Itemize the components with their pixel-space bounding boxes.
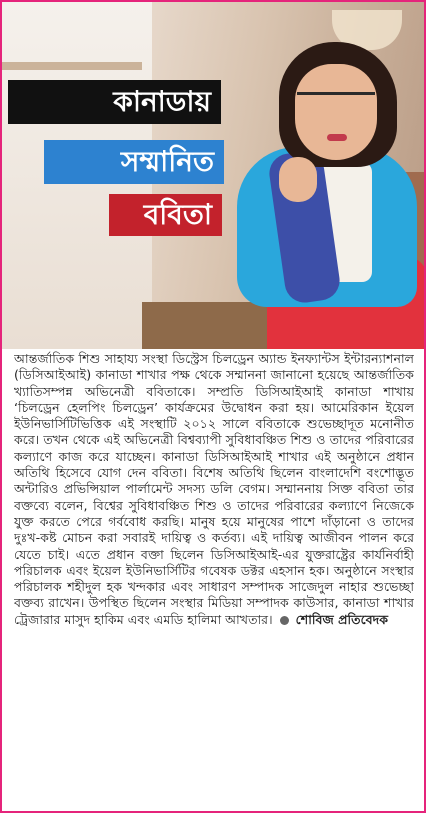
headline-line-1: কানাডায়: [8, 80, 221, 124]
photo-shelf: [2, 62, 142, 70]
article-body: [14, 351, 414, 799]
glasses: [297, 92, 375, 109]
hand: [279, 157, 317, 202]
lips: [327, 134, 347, 141]
actress-figure: [217, 42, 424, 349]
byline: শোবিজ প্রতিবেদক: [295, 611, 389, 627]
headline-line-3: ববিতা: [109, 194, 222, 236]
article-text: আন্তর্জাতিক শিশু সাহায্য সংস্থা ডিস্ট্রেস চিলড্রেন অ্যান্ড ইনফ্যান্টস ইন্টারন্যাশনাল (ডিসিআইআই) কানাডা শাখার পক্ষ থেকে সম্মাননা জানানো হয়েছে আন্তর্জাতিক খ্যাতিসম্পন্ন অভিনেত্রী ববিতাকে। সম্প্রতি ডিসিআইআই কানাডা শাখায় ‘চিলড্রেন হেলপিং চিলড্রেন’ কার্যক্রমের উদ্বোধন করা হয়। আমেরিকান ইয়েল ইউনিভার্সিটিভিত্তিক এই সংস্থাটি ২০১২ সালে ববিতাকে শুভেচ্ছাদূত মনোনীত করে। তখন থেকে এই অভিনেত্রী বিশ্বব্যাপী সুবিধাবঞ্চিত শিশু ও তাদের পরিবারের কল্যাণে কাজ করে যাচ্ছেন। কানাডা ডিসিআইআই শাখার এই অনুষ্ঠানে প্রধান অতিথি হিসেবে যোগ দেন ববিতা। বিশেষ অতিথি ছিলেন বাংলাদেশি বংশোদ্ভূত অন্টারিও প্রভিন্সিয়াল পার্লামেন্ট সদস্য ডলি বেগম। সম্মাননায় সিক্ত ববিতা তার বক্তব্যে বলেন, বিশ্বের সুবিধাবঞ্চিত শিশু ও তাদের পরিবারের কল্যাণে নিজেকে যুক্ত করতে পেরে গর্ববোধ করছি। মানুষ হয়ে মানুষের পাশে দাঁড়ানো ও তাদের দুঃখ-কষ্ট মোচন করা সবারই দায়িত্ব ও কর্তব্য। এই দায়িত্ব আজীবন পালন করে যেতে চাই। এতে প্রধান বক্তা ছিলেন ডিসিআইআই-এর যুক্তরাষ্ট্রের কার্যনির্বাহী পরিচালক এবং ইয়েল ইউনিভার্সিটির গবেষক ডক্টর এহসান হক। অনুষ্ঠানে সংস্থার পরিচালক শহীদুল হক খন্দকার এবং সাধারণ সম্পাদক সাজেদুল নাহার শুভেচ্ছা বক্তব্য রাখেন। উপস্থিত ছিলেন সংস্থার মিডিয়া সম্পাদক কাউসার, কানাডা শাখার ট্রেজারার মাসুদ হাকিম এবং এমডি হালিমা আখতার।: [14, 351, 414, 627]
byline-bullet-icon: [280, 616, 289, 625]
face: [295, 64, 377, 160]
headline-line-2: সম্মানিত: [44, 140, 224, 184]
